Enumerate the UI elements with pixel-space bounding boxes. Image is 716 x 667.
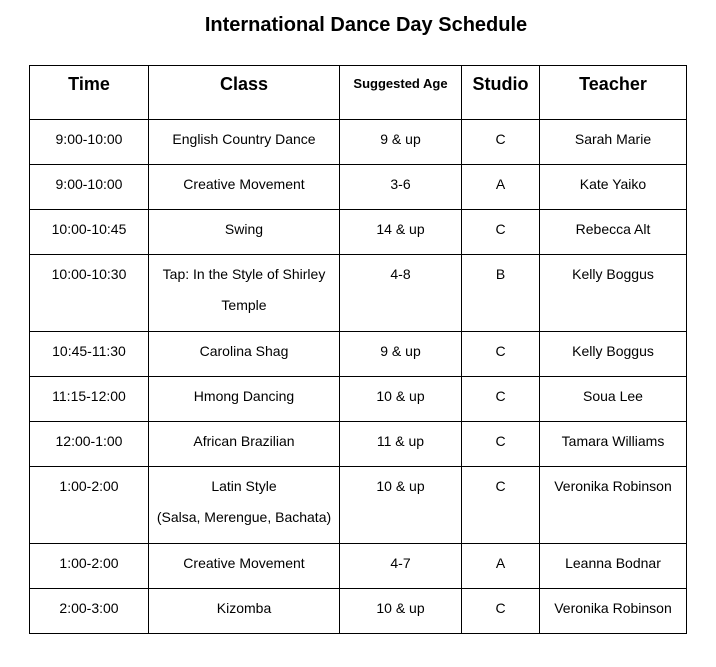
- class-cell: [149, 165, 340, 210]
- class-cell: [149, 255, 340, 332]
- class-cell: [149, 589, 340, 634]
- class-name-line: (Salsa, Merengue, Bachata): [156, 509, 332, 525]
- class-name-line: Latin Style: [211, 478, 277, 494]
- class-name-line: Temple: [221, 297, 267, 313]
- class-name-line: Tap: In the Style of Shirley: [162, 266, 326, 282]
- class-name-line: English Country Dance: [172, 131, 316, 147]
- time-cell: 1:00-2:00: [30, 544, 149, 589]
- column-header-teacher: Teacher: [540, 66, 687, 120]
- class-name-line: Carolina Shag: [199, 343, 289, 359]
- studio-cell: A: [462, 544, 540, 589]
- teacher-cell: Sarah Marie: [540, 120, 687, 165]
- teacher-cell: Kelly Boggus: [540, 255, 687, 332]
- class-cell: [149, 210, 340, 255]
- studio-cell: B: [462, 255, 540, 332]
- studio-cell: C: [462, 120, 540, 165]
- age-cell: 4-8: [340, 255, 462, 332]
- teacher-cell: Soua Lee: [540, 377, 687, 422]
- class-name-line: Kizomba: [216, 600, 272, 616]
- age-cell: 3-6: [340, 165, 462, 210]
- schedule-table: [29, 65, 687, 634]
- age-cell: 11 & up: [340, 422, 462, 467]
- table-row: [30, 467, 687, 544]
- table-row: [30, 422, 687, 467]
- class-cell: [149, 332, 340, 377]
- column-header-class: Class: [149, 66, 340, 120]
- table-row: [30, 377, 687, 422]
- time-cell: 10:00-10:30: [30, 255, 149, 332]
- class-name-line: Swing: [224, 221, 264, 237]
- studio-cell: A: [462, 165, 540, 210]
- column-header-suggested-age: Suggested Age: [340, 66, 462, 120]
- class-cell: [149, 120, 340, 165]
- studio-cell: C: [462, 210, 540, 255]
- teacher-cell: Tamara Williams: [540, 422, 687, 467]
- table-row: [30, 544, 687, 589]
- age-cell: 9 & up: [340, 120, 462, 165]
- age-cell: 14 & up: [340, 210, 462, 255]
- age-cell: 4-7: [340, 544, 462, 589]
- table-row: [30, 210, 687, 255]
- class-name-line: African Brazilian: [193, 433, 295, 449]
- studio-cell: C: [462, 422, 540, 467]
- teacher-cell: Kate Yaiko: [540, 165, 687, 210]
- age-cell: 10 & up: [340, 589, 462, 634]
- teacher-cell: Leanna Bodnar: [540, 544, 687, 589]
- table-row: [30, 120, 687, 165]
- studio-cell: C: [462, 332, 540, 377]
- class-cell: [149, 377, 340, 422]
- teacher-cell: Veronika Robinson: [540, 589, 687, 634]
- studio-cell: C: [462, 589, 540, 634]
- age-cell: 10 & up: [340, 377, 462, 422]
- teacher-cell: Rebecca Alt: [540, 210, 687, 255]
- class-cell: [149, 544, 340, 589]
- class-name-line: Creative Movement: [183, 176, 305, 192]
- studio-cell: C: [462, 377, 540, 422]
- age-cell: 10 & up: [340, 467, 462, 544]
- time-cell: 9:00-10:00: [30, 120, 149, 165]
- time-cell: 10:45-11:30: [30, 332, 149, 377]
- time-cell: 9:00-10:00: [30, 165, 149, 210]
- time-cell: 12:00-1:00: [30, 422, 149, 467]
- header-row: [30, 66, 687, 120]
- time-cell: 2:00-3:00: [30, 589, 149, 634]
- table-row: [30, 332, 687, 377]
- class-name-line: Creative Movement: [183, 555, 305, 571]
- class-cell: [149, 422, 340, 467]
- table-row: [30, 255, 687, 332]
- studio-cell: C: [462, 467, 540, 544]
- time-cell: 1:00-2:00: [30, 467, 149, 544]
- teacher-cell: Kelly Boggus: [540, 332, 687, 377]
- column-header-time: Time: [30, 66, 149, 120]
- column-header-studio: Studio: [462, 66, 540, 120]
- age-cell: 9 & up: [340, 332, 462, 377]
- class-name-line: Hmong Dancing: [193, 388, 295, 404]
- time-cell: 11:15-12:00: [30, 377, 149, 422]
- table-row: [30, 165, 687, 210]
- teacher-cell: Veronika Robinson: [540, 467, 687, 544]
- class-cell: [149, 467, 340, 544]
- table-row: [30, 589, 687, 634]
- schedule-body: [30, 120, 687, 634]
- time-cell: 10:00-10:45: [30, 210, 149, 255]
- page-title: International Dance Day Schedule: [204, 14, 528, 36]
